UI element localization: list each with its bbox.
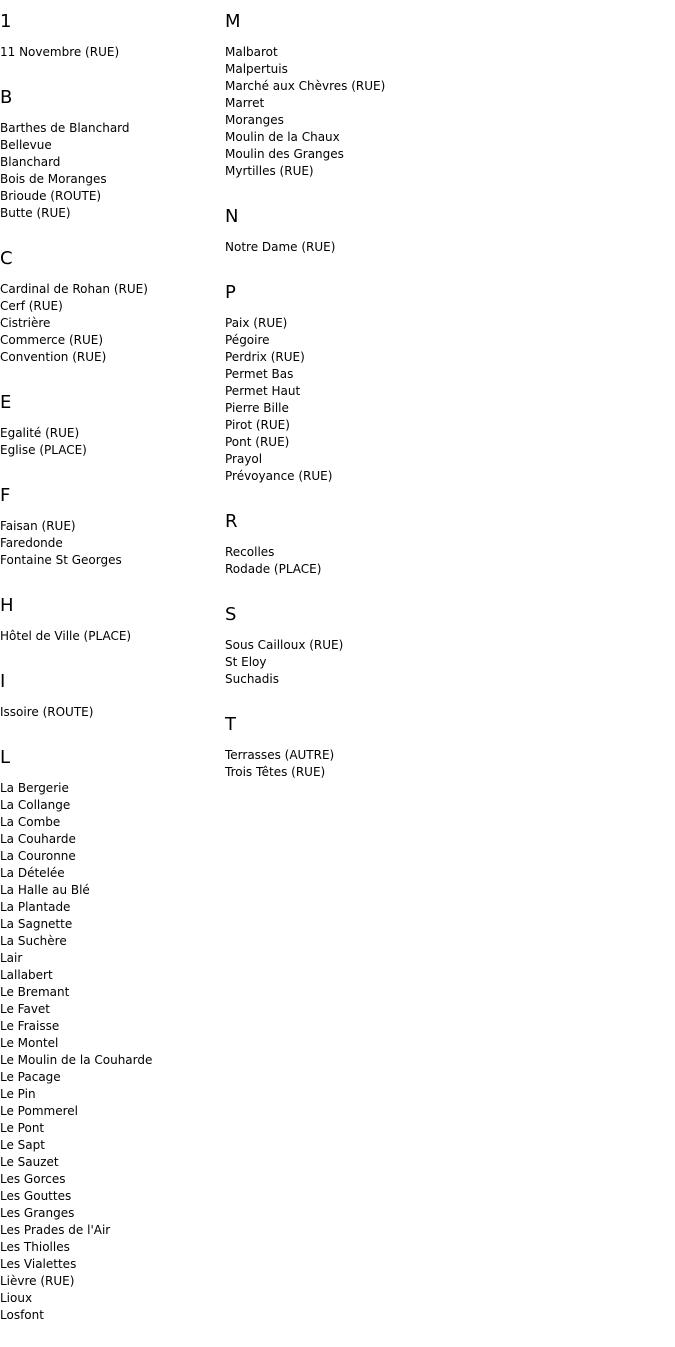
letter-section-i	[0, 668, 220, 721]
street-link[interactable]: Moranges	[225, 113, 284, 127]
street-link[interactable]: Les Gouttes	[0, 1189, 72, 1203]
street-list	[0, 704, 220, 721]
street-link[interactable]: Les Vialettes	[0, 1257, 77, 1271]
street-index-left-column	[0, 8, 220, 1347]
street-link[interactable]: Faredonde	[0, 536, 63, 550]
letter-section-e	[0, 389, 220, 459]
letter-section-t	[225, 711, 665, 781]
street-link[interactable]: St Eloy	[225, 655, 267, 669]
street-link[interactable]: Commerce (RUE)	[0, 333, 104, 347]
street-link[interactable]: Prévoyance (RUE)	[225, 469, 333, 483]
street-list	[225, 239, 665, 256]
street-link[interactable]: Lallabert	[0, 968, 53, 982]
street-link[interactable]: La Halle au Blé	[0, 883, 90, 897]
street-link[interactable]: Le Fraisse	[0, 1019, 60, 1033]
section-letter-heading: R	[225, 511, 238, 532]
street-link[interactable]: Pierre Bille	[225, 401, 289, 415]
street-link[interactable]: Terrasses (AUTRE)	[225, 748, 335, 762]
street-link[interactable]: Moulin des Granges	[225, 147, 344, 161]
street-link[interactable]: Issoire (ROUTE)	[0, 705, 94, 719]
street-list	[0, 628, 220, 645]
street-link[interactable]: Lièvre (RUE)	[0, 1274, 75, 1288]
street-link[interactable]: Le Sapt	[0, 1138, 45, 1152]
street-link[interactable]: Faisan (RUE)	[0, 519, 76, 533]
street-link[interactable]: Lair	[0, 951, 23, 965]
street-link[interactable]: Cistrière	[0, 316, 51, 330]
letter-section-s	[225, 601, 665, 688]
section-letter-heading: L	[0, 747, 11, 768]
street-link[interactable]: Bellevue	[0, 138, 52, 152]
street-link[interactable]: Rodade (PLACE)	[225, 562, 322, 576]
section-letter-heading: 1	[0, 11, 12, 32]
street-link[interactable]: Convention (RUE)	[0, 350, 107, 364]
street-link[interactable]: 11 Novembre (RUE)	[0, 45, 120, 59]
street-list	[225, 44, 665, 180]
street-link[interactable]: La Bergerie	[0, 781, 69, 795]
street-link[interactable]: Le Sauzet	[0, 1155, 59, 1169]
section-letter-heading: N	[225, 206, 239, 227]
section-letter-heading: M	[225, 11, 241, 32]
letter-section-m	[225, 8, 665, 180]
street-link[interactable]: Sous Cailloux (RUE)	[225, 638, 344, 652]
street-link[interactable]: Cerf (RUE)	[0, 299, 63, 313]
street-link[interactable]: Le Pont	[0, 1121, 45, 1135]
street-list	[0, 780, 220, 1324]
street-link[interactable]: Le Moulin de la Couharde	[0, 1053, 153, 1067]
street-link[interactable]: Fontaine St Georges	[0, 553, 122, 567]
street-link[interactable]: Egalité (RUE)	[0, 426, 80, 440]
street-link[interactable]: La Combe	[0, 815, 61, 829]
street-link[interactable]: Recolles	[225, 545, 275, 559]
street-list	[0, 281, 220, 366]
letter-section-p	[225, 279, 665, 485]
letter-section-f	[0, 482, 220, 569]
street-link[interactable]: Permet Bas	[225, 367, 294, 381]
street-list	[0, 120, 220, 222]
section-letter-heading: I	[0, 671, 6, 692]
street-link[interactable]: Les Thiolles	[0, 1240, 70, 1254]
street-link[interactable]: Les Granges	[0, 1206, 75, 1220]
street-link[interactable]: Butte (RUE)	[0, 206, 71, 220]
street-link[interactable]: Le Bremant	[0, 985, 70, 999]
street-link[interactable]: Eglise (PLACE)	[0, 443, 87, 457]
street-link[interactable]: Le Pacage	[0, 1070, 61, 1084]
section-letter-heading: T	[225, 714, 236, 735]
street-link[interactable]: La Suchère	[0, 934, 67, 948]
street-link[interactable]: Le Favet	[0, 1002, 51, 1016]
street-link[interactable]: Permet Haut	[225, 384, 301, 398]
street-link[interactable]: Pégoire	[225, 333, 270, 347]
section-letter-heading: H	[0, 595, 14, 616]
street-link[interactable]: Losfont	[0, 1308, 44, 1322]
street-index-right-column	[225, 8, 665, 804]
street-link[interactable]: Malpertuis	[225, 62, 288, 76]
section-letter-heading: S	[225, 604, 237, 625]
street-link[interactable]: Cardinal de Rohan (RUE)	[0, 282, 148, 296]
street-list	[225, 747, 665, 781]
letter-section-c	[0, 245, 220, 366]
street-list	[0, 44, 220, 61]
street-list	[0, 518, 220, 569]
street-link[interactable]: La Dételée	[0, 866, 65, 880]
street-link[interactable]: Suchadis	[225, 672, 279, 686]
street-link[interactable]: Le Montel	[0, 1036, 59, 1050]
street-link[interactable]: Pirot (RUE)	[225, 418, 290, 432]
section-letter-heading: P	[225, 282, 236, 303]
letter-section-r	[225, 508, 665, 578]
street-list	[0, 425, 220, 459]
street-link[interactable]: La Collange	[0, 798, 71, 812]
street-list	[225, 544, 665, 578]
street-link[interactable]: Lioux	[0, 1291, 33, 1305]
street-link[interactable]: Hôtel de Ville (PLACE)	[0, 629, 132, 643]
street-link[interactable]: Paix (RUE)	[225, 316, 288, 330]
street-link[interactable]: Les Prades de l'Air	[0, 1223, 111, 1237]
street-link[interactable]: Le Pommerel	[0, 1104, 78, 1118]
street-link[interactable]: Prayol	[225, 452, 263, 466]
street-list	[225, 637, 665, 688]
street-link[interactable]: Blanchard	[0, 155, 61, 169]
street-link[interactable]: Perdrix (RUE)	[225, 350, 305, 364]
street-link[interactable]: Malbarot	[225, 45, 278, 59]
street-link[interactable]: Barthes de Blanchard	[0, 121, 130, 135]
street-link[interactable]: Pont (RUE)	[225, 435, 290, 449]
section-letter-heading: B	[0, 87, 13, 108]
street-link[interactable]: Brioude (ROUTE)	[0, 189, 102, 203]
section-letter-heading: F	[0, 485, 11, 506]
street-link[interactable]: La Plantade	[0, 900, 71, 914]
street-link[interactable]: La Sagnette	[0, 917, 73, 931]
street-link[interactable]: Moulin de la Chaux	[225, 130, 340, 144]
street-link[interactable]: Le Pin	[0, 1087, 36, 1101]
letter-section-l	[0, 744, 220, 1324]
letter-section-n	[225, 203, 665, 256]
street-link[interactable]: Notre Dame (RUE)	[225, 240, 336, 254]
letter-section-b	[0, 84, 220, 222]
letter-section-h	[0, 592, 220, 645]
section-letter-heading: E	[0, 392, 12, 413]
street-link[interactable]: Marret	[225, 96, 265, 110]
street-link[interactable]: La Couronne	[0, 849, 76, 863]
street-link[interactable]: Trois Têtes (RUE)	[225, 765, 326, 779]
section-letter-heading: C	[0, 248, 13, 269]
street-link[interactable]: Marché aux Chèvres (RUE)	[225, 79, 386, 93]
letter-section-1	[0, 8, 220, 61]
street-link[interactable]: Bois de Moranges	[0, 172, 107, 186]
street-link[interactable]: Les Gorces	[0, 1172, 66, 1186]
street-link[interactable]: La Couharde	[0, 832, 76, 846]
street-link[interactable]: Myrtilles (RUE)	[225, 164, 314, 178]
street-list	[225, 315, 665, 485]
